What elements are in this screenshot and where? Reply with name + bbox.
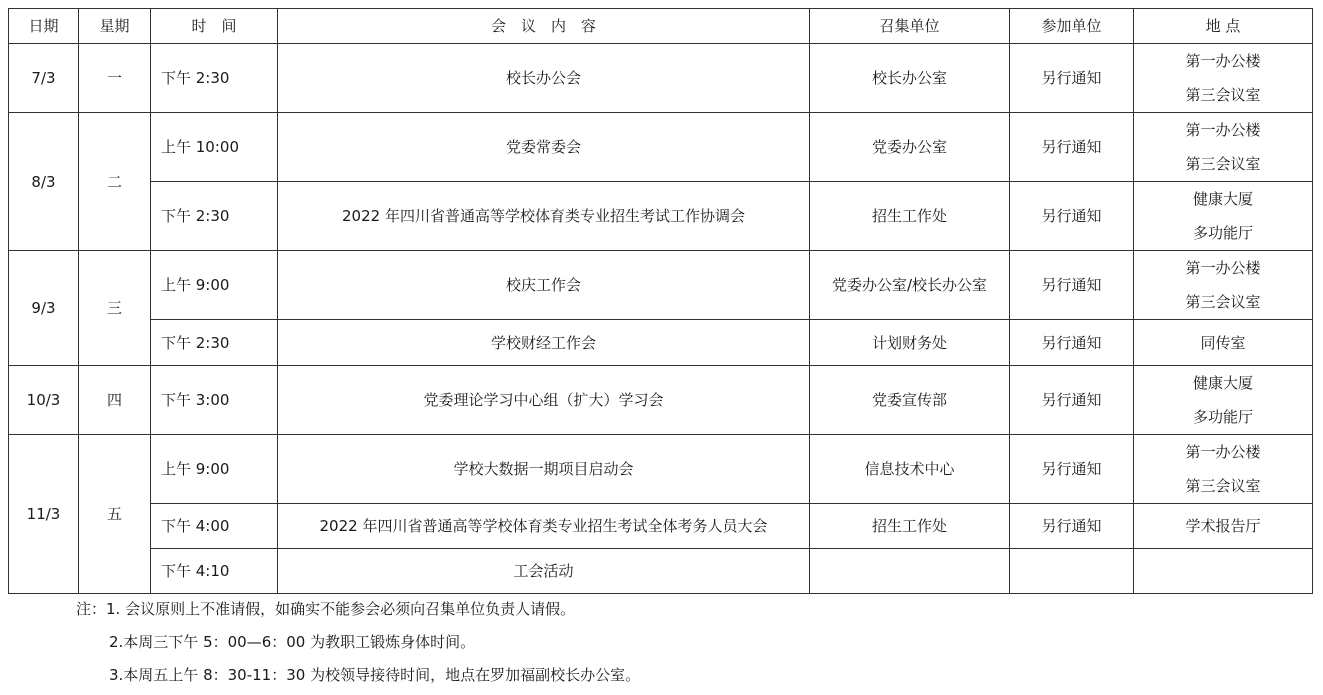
time-cell: 上午 9:00 <box>151 251 278 320</box>
location-cell <box>1134 182 1313 251</box>
note-line: 2.本周三下午 5：00—6：00 为教职工锻炼身体时间。 <box>109 633 476 651</box>
content-cell: 校庆工作会 <box>278 251 810 320</box>
location-line: 同传室 <box>1200 333 1246 352</box>
location-line: 第一办公楼 <box>1185 259 1261 277</box>
header-time: 时 间 <box>151 9 278 44</box>
attendees-cell: 另行通知 <box>1010 44 1134 113</box>
convener-cell: 党委办公室 <box>810 113 1010 182</box>
date-cell: 7/3 <box>9 44 79 113</box>
table-row <box>9 504 1313 549</box>
weekday-cell: 二 <box>79 113 151 251</box>
note-line: 3.本周五上午 8：30-11：30 为校领导接待时间，地点在罗加福副校长办公室。 <box>109 666 641 684</box>
content-cell: 2022 年四川省普通高等学校体育类专业招生考试全体考务人员大会 <box>278 504 810 549</box>
schedule-page <box>8 8 1312 594</box>
table-row <box>9 366 1313 435</box>
attendees-cell: 另行通知 <box>1010 504 1134 549</box>
attendees-cell: 另行通知 <box>1010 251 1134 320</box>
location-cell <box>1134 44 1313 113</box>
location-cell <box>1134 504 1313 549</box>
location-line: 第一办公楼 <box>1185 121 1261 139</box>
location-line: 第三会议室 <box>1185 155 1261 173</box>
note-line: 注：1. 会议原则上不准请假，如确实不能参会必须向召集单位负责人请假。 <box>76 600 576 618</box>
attendees-cell: 另行通知 <box>1010 366 1134 435</box>
content-cell: 工会活动 <box>278 549 810 594</box>
weekday-cell: 三 <box>79 251 151 366</box>
location-line: 第三会议室 <box>1185 477 1261 495</box>
time-cell: 上午 9:00 <box>151 435 278 504</box>
location-line: 多功能厅 <box>1192 224 1253 242</box>
table-row <box>9 251 1313 320</box>
location-line: 健康大厦 <box>1192 374 1253 392</box>
date-cell: 9/3 <box>9 251 79 366</box>
convener-cell: 计划财务处 <box>810 320 1010 366</box>
time-cell: 下午 2:30 <box>151 320 278 366</box>
table-row <box>9 549 1313 594</box>
weekday-cell: 一 <box>79 44 151 113</box>
content-cell: 党委常委会 <box>278 113 810 182</box>
location-line: 第三会议室 <box>1185 86 1261 104</box>
time-cell: 下午 2:30 <box>151 44 278 113</box>
table-row <box>9 320 1313 366</box>
convener-cell: 党委宣传部 <box>810 366 1010 435</box>
location-line: 健康大厦 <box>1192 190 1253 208</box>
date-cell: 8/3 <box>9 113 79 251</box>
attendees-cell: 另行通知 <box>1010 182 1134 251</box>
time-cell: 下午 4:10 <box>151 549 278 594</box>
time-cell: 下午 2:30 <box>151 182 278 251</box>
attendees-cell: 另行通知 <box>1010 320 1134 366</box>
location-cell <box>1134 251 1313 320</box>
header-convener: 召集单位 <box>810 9 1010 44</box>
header-row <box>9 9 1313 44</box>
content-cell: 2022 年四川省普通高等学校体育类专业招生考试工作协调会 <box>278 182 810 251</box>
meeting-schedule-table <box>8 8 1313 594</box>
notes-section <box>76 593 640 692</box>
convener-cell: 校长办公室 <box>810 44 1010 113</box>
location-line: 学术报告厅 <box>1185 517 1261 535</box>
attendees-cell: 另行通知 <box>1010 113 1134 182</box>
header-content: 会 议 内 容 <box>278 9 810 44</box>
location-cell <box>1134 549 1313 594</box>
location-line: 第三会议室 <box>1185 293 1261 311</box>
header-location: 地 点 <box>1134 9 1313 44</box>
location-cell <box>1134 320 1313 366</box>
location-line: 第一办公楼 <box>1185 443 1261 461</box>
table-row <box>9 44 1313 113</box>
header-date: 日期 <box>9 9 79 44</box>
time-cell: 上午 10:00 <box>151 113 278 182</box>
convener-cell: 招生工作处 <box>810 504 1010 549</box>
header-attendees: 参加单位 <box>1010 9 1134 44</box>
table-row <box>9 435 1313 504</box>
convener-cell: 党委办公室/校长办公室 <box>810 251 1010 320</box>
weekday-cell: 五 <box>79 435 151 594</box>
time-cell: 下午 3:00 <box>151 366 278 435</box>
content-cell: 学校大数据一期项目启动会 <box>278 435 810 504</box>
attendees-cell: 另行通知 <box>1010 435 1134 504</box>
table-row <box>9 113 1313 182</box>
convener-cell <box>810 549 1010 594</box>
location-line: 第一办公楼 <box>1185 52 1261 70</box>
convener-cell: 招生工作处 <box>810 182 1010 251</box>
content-cell: 校长办公会 <box>278 44 810 113</box>
date-cell: 11/3 <box>9 435 79 594</box>
location-cell <box>1134 366 1313 435</box>
content-cell: 党委理论学习中心组（扩大）学习会 <box>278 366 810 435</box>
weekday-cell: 四 <box>79 366 151 435</box>
location-cell <box>1134 435 1313 504</box>
header-weekday: 星期 <box>79 9 151 44</box>
attendees-cell <box>1010 549 1134 594</box>
content-cell: 学校财经工作会 <box>278 320 810 366</box>
convener-cell: 信息技术中心 <box>810 435 1010 504</box>
location-cell <box>1134 113 1313 182</box>
date-cell: 10/3 <box>9 366 79 435</box>
location-line: 多功能厅 <box>1192 408 1253 426</box>
time-cell: 下午 4:00 <box>151 504 278 549</box>
table-row <box>9 182 1313 251</box>
